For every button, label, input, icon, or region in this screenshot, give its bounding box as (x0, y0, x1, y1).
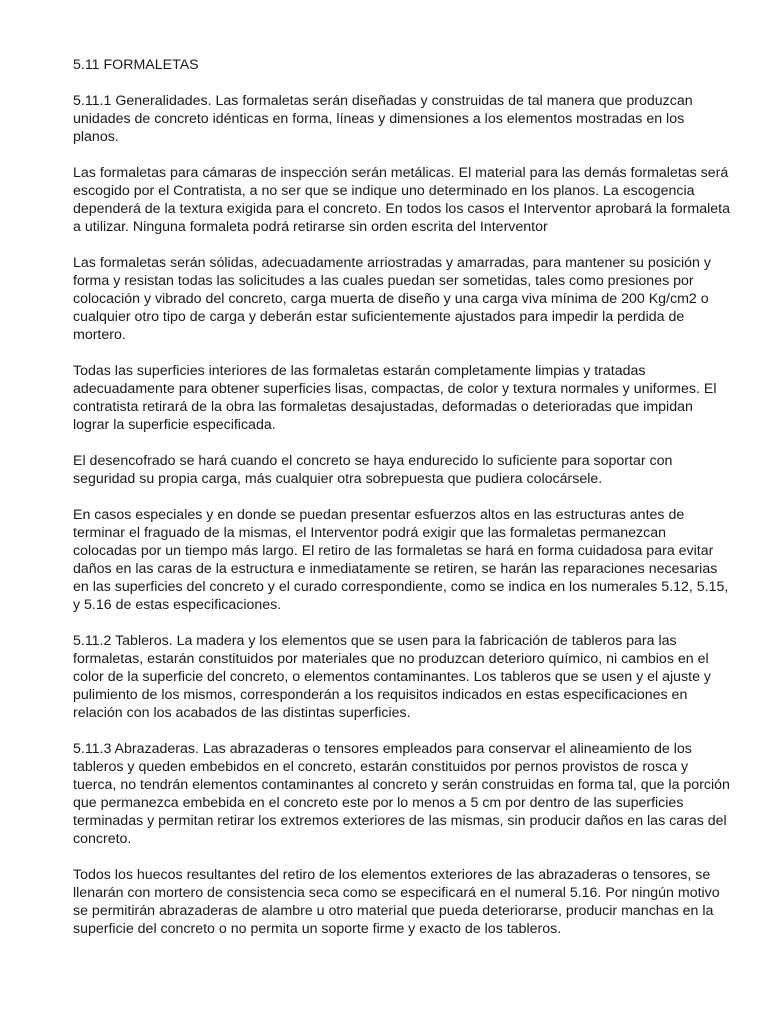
paragraph-camaras-inspeccion: Las formaletas para cámaras de inspección serán metálicas. El material para las demás formaletas será escogido por el Contratista, a no ser que se indique uno determinado en los planos. La escogencia dependerá de la textura exigida para el concreto. En todos los casos el Interventor aprobará la formaleta a utilizar. Ninguna formaleta podrá retirarse sin orden escrita del Interventor (73, 165, 730, 235)
paragraph-desencofrado: El desencofrado se hará cuando el concreto se haya endurecido lo suficiente para soportar con seguridad su propia carga, más cualquier otra sobrepuesta que pudiera colocársele. (73, 453, 673, 487)
paragraph-superficies-interiores: Todas las superficies interiores de las formaletas estarán completamente limpias y tratadas adecuadamente para obtener superficies lisas, compactas, de color y textura normales y uniformes. El contratista retirará de la obra las formaletas desajustadas, deformadas o deterioradas que impidan lograr la superficie especificada. (73, 363, 717, 433)
paragraph-formaletas-solidas: Las formaletas serán sólidas, adecuadamente arriostradas y amarradas, para mantener su posición y forma y resistan todas las solicitudes a las cuales puedan ser sometidas, tales como presiones por colocación y vibrado del concreto, carga muerta de diseño y una carga viva mínima de 200 Kg/cm2 o cualquier otro tipo de carga y deberán estar suficientemente ajustados para impedir la perdida de mortero. (73, 255, 711, 343)
paragraph-abrazaderas: 5.11.3 Abrazaderas. Las abrazaderas o tensores empleados para conservar el alineamiento de los tableros y queden embebidos en el concreto, estarán constituidos por pernos provistos de rosca y tuerca, no tendrán elementos contaminantes al concreto y serán construidas en forma tal, que la porción que permanezca embebida en el concreto este por lo menos a 5 cm por dentro de las superficies terminadas y permitan retirar los extremos exteriores de las mismas, sin producir daños en las caras del concreto. (73, 741, 730, 847)
paragraph-huecos: Todos los huecos resultantes del retiro de los elementos exteriores de las abrazaderas o tensores, se llenarán con mortero de consistencia seca como se especificará en el numeral 5.16. Por ningún motivo se permitirán abrazaderas de alambre u otro material que pueda deteriorarse, producir manchas en la superficie del concreto o no permita un soporte firme y exacto de los tableros. (73, 867, 720, 937)
paragraph-generalidades: 5.11.1 Generalidades. Las formaletas serán diseñadas y construidas de tal manera que produzcan unidades de concreto idénticas en forma, líneas y dimensiones a los elementos mostradas en los planos. (73, 93, 693, 145)
document-page (73, 56, 733, 956)
section-heading: 5.11 FORMALETAS (73, 57, 199, 73)
paragraph-casos-especiales: En casos especiales y en donde se puedan presentar esfuerzos altos en las estructuras antes de terminar el fraguado de la mismas, el Interventor podrá exigir que las formaletas permanezcan colocadas por un tiempo más largo. El retiro de las formaletas se hará en forma cuidadosa para evitar daños en las caras de la estructura e inmediatamente se retiren, se harán las reparaciones necesarias en las superficies del concreto y el curado correspondiente, como se indica en los numerales 5.12, 5.15, y 5.16 de estas especificaciones. (73, 507, 729, 613)
paragraph-tableros: 5.11.2 Tableros. La madera y los elementos que se usen para la fabricación de tableros para las formaletas, estarán constituidos por materiales que no produzcan deterioro químico, ni cambios en el color de la superficie del concreto, o elementos contaminantes. Los tableros que se usen y el ajuste y pulimiento de los mismos, corresponderán a los requisitos indicados en estas especificaciones en relación con los acabados de las distintas superficies. (73, 633, 712, 721)
